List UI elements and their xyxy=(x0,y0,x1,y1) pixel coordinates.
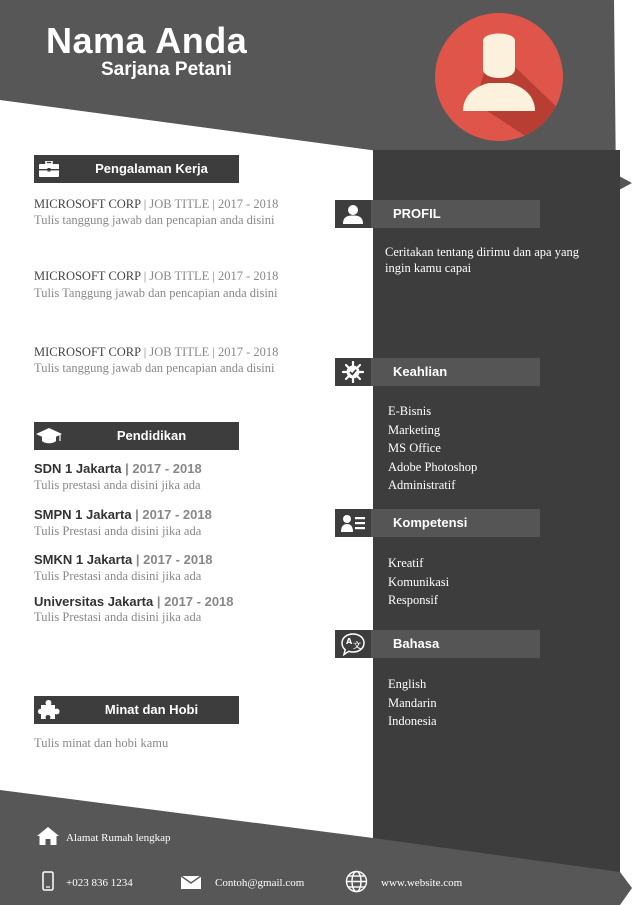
puzzle-icon xyxy=(34,696,64,724)
profile-line: Ceritakan tentang dirimu dan apa yang xyxy=(385,245,580,259)
address-text: Alamat Rumah lengkap xyxy=(66,832,171,844)
school-years: | 2017 - 2018 xyxy=(132,552,213,567)
page-title: Nama Anda xyxy=(46,20,248,61)
section-label: Kompetensi xyxy=(393,515,468,530)
school-description-1: Tulis prestasi anda disini jika ada xyxy=(34,478,201,492)
section-header-competencies xyxy=(335,509,540,537)
job-title-years: JOB TITLE | 2017 - 2018 xyxy=(149,269,279,283)
school-name: SMKN 1 Jakarta xyxy=(34,552,133,567)
separator: | xyxy=(140,269,150,283)
section-label: Pendidikan xyxy=(116,428,187,443)
globe-icon xyxy=(345,870,368,893)
job-description-2: Tulis Tanggung jawab dan pencapian anda disini xyxy=(34,286,278,300)
phone-text: +023 836 1234 xyxy=(66,877,133,889)
translate-icon xyxy=(335,630,371,658)
section-label: Keahlian xyxy=(393,364,448,379)
section-header-education xyxy=(34,422,239,450)
section-label: PROFIL xyxy=(393,206,441,221)
job-description-3: Tulis tanggung jawab dan pencapian anda disini xyxy=(34,361,275,375)
section-header-experience xyxy=(34,155,239,183)
list-item: Adobe Photoshop xyxy=(388,459,478,474)
section-header-hobbies xyxy=(34,696,239,724)
profile-text xyxy=(385,244,579,276)
email-text: Contoh@gmail.com xyxy=(215,877,305,889)
avatar xyxy=(435,13,563,141)
briefcase-icon xyxy=(34,155,64,183)
list-item: Mandarin xyxy=(388,695,437,710)
list-item: Indonesia xyxy=(388,714,437,728)
section-header-skills xyxy=(335,358,540,386)
job-title-years: JOB TITLE | 2017 - 2018 xyxy=(149,197,279,211)
separator: | xyxy=(140,345,150,359)
gear-check-icon xyxy=(335,358,371,386)
hobbies-text: Tulis minat dan hobi kamu xyxy=(34,736,169,750)
job-description-1: Tulis tanggung jawab dan pencapian anda disini xyxy=(34,213,275,227)
school-years: | 2017 - 2018 xyxy=(131,507,212,522)
section-header-profile xyxy=(335,200,540,228)
school-entry-4 xyxy=(34,594,234,609)
envelope-icon xyxy=(181,876,201,889)
list-item: Marketing xyxy=(388,422,441,437)
school-name: SDN 1 Jakarta xyxy=(34,461,122,476)
section-label: Bahasa xyxy=(393,636,440,651)
school-name: SMPN 1 Jakarta xyxy=(34,507,132,522)
school-description-4: Tulis Prestasi anda disini jika ada xyxy=(34,610,202,624)
section-label: Pengalaman Kerja xyxy=(95,161,208,176)
svg-text:文: 文 xyxy=(353,641,361,650)
school-years: | 2017 - 2018 xyxy=(153,594,234,609)
section-header-languages xyxy=(335,630,540,658)
profile-line: ingin kamu capai xyxy=(385,261,472,275)
svg-text:A: A xyxy=(346,637,353,646)
job-entry-1 xyxy=(34,197,278,212)
school-years: | 2017 - 2018 xyxy=(121,461,202,476)
company-name: MICROSOFT CORP xyxy=(34,197,141,211)
skills-list xyxy=(388,402,477,495)
person-list-icon xyxy=(335,509,371,537)
job-entry-2 xyxy=(34,269,278,284)
list-item: MS Office xyxy=(388,441,441,455)
list-item: Administratif xyxy=(388,478,456,492)
company-name: MICROSOFT CORP xyxy=(34,269,141,283)
job-entry-3 xyxy=(34,345,278,360)
section-label: Minat dan Hobi xyxy=(104,702,199,717)
job-title-years: JOB TITLE | 2017 - 2018 xyxy=(149,345,279,359)
languages-list xyxy=(388,675,437,731)
phone-icon xyxy=(42,871,54,891)
school-description-3: Tulis Prestasi anda disini jika ada xyxy=(34,569,202,583)
job-subtitle: Sarjana Petani xyxy=(101,59,232,80)
user-silhouette-icon xyxy=(435,13,563,141)
home-icon xyxy=(37,826,59,846)
graduation-cap-icon xyxy=(34,422,64,450)
list-item: English xyxy=(388,677,427,691)
separator: | xyxy=(140,197,150,211)
list-item: E-Bisnis xyxy=(388,404,432,418)
person-icon xyxy=(335,200,371,228)
school-name: Universitas Jakarta xyxy=(34,594,154,609)
list-item: Komunikasi xyxy=(388,574,450,589)
school-entry-1 xyxy=(34,461,202,476)
school-entry-3 xyxy=(34,552,213,567)
list-item: Kreatif xyxy=(388,556,424,570)
company-name: MICROSOFT CORP xyxy=(34,345,141,359)
website-text: www.website.com xyxy=(381,877,463,889)
school-description-2: Tulis Prestasi anda disini jika ada xyxy=(34,524,202,538)
school-entry-2 xyxy=(34,507,212,522)
competencies-list xyxy=(388,554,449,610)
list-item: Responsif xyxy=(388,593,438,607)
